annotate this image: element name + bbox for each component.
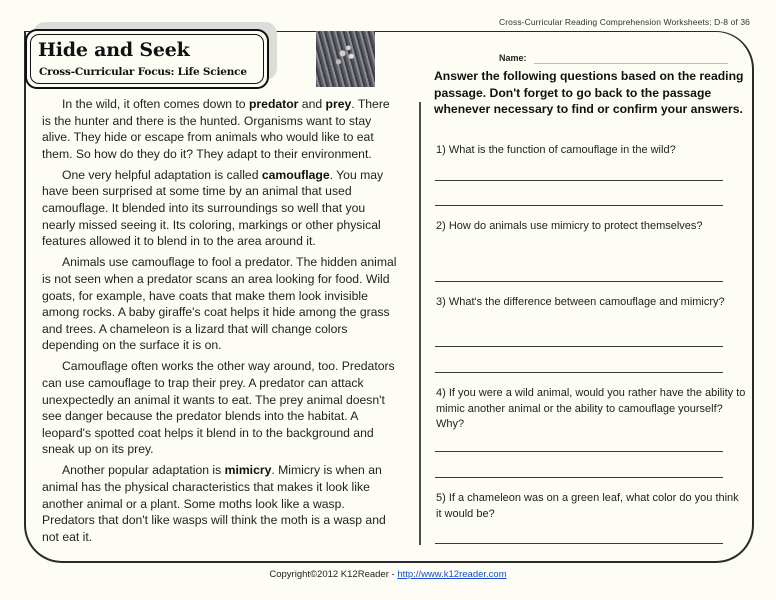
leopard-photo [316,31,375,87]
reading-passage [42,96,398,550]
passage-paragraph [42,96,398,162]
worksheet-series-reference: Cross-Curricular Reading Comprehension Worksheets: D-8 of 36 [498,17,750,27]
name-label: Name: [499,53,527,63]
answer-line-4-2[interactable] [435,477,723,478]
vocabulary-term: predator [248,97,299,111]
title-box [25,29,269,89]
passage-paragraph [42,167,398,250]
copyright-text: Copyright©2012 K12Reader - [269,569,398,580]
passage-paragraph [42,358,398,458]
vocabulary-term: mimicry [224,463,272,478]
footer [0,569,776,580]
page-title: Hide and Seek [38,39,190,61]
question-5: 5) If a chameleon was on a green leaf, what color do you think it would be? [436,492,739,520]
instructions: Answer the following questions based on the reading passage. Don't forget to go back to the passage whenever necessary to find or confirm your answers. [434,69,744,117]
passage-text: . You may have been surprised at some time by an animal that used camouflage. It blended into its surroundings so well that you nearly missed seeing it. Its coloring, markings or other physical features allowed it to blend in to the area around it. [42,167,384,249]
answer-line-2-1[interactable] [435,281,723,282]
passage-text: Camouflage often works the other way around, too. Predators can use camouflage to trap their prey. A predator can attack unexpectedly an animal it wants to eat. The prey animal doesn't see danger because the predator blends into the habitat. A leopard's spotted coat helps it blend in to the background and sneak up on its prey. [42,359,395,457]
column-divider [419,102,421,545]
answer-line-4-1[interactable] [435,451,723,452]
question-3: 3) What's the difference between camouflage and mimicry? [436,296,725,308]
passage-text: . There is the hunter and there is the hunted. Organisms want to stay alive. They hide or escape from animals who would like to eat them. So how do they do it? They adapt to their environment. [42,97,390,161]
passage-text: . Mimicry is when an animal has the physical characteristics that makes it look like another animal or a plant. Some moths look like a wasp. Predators that don't like wasps will think the moth is a wasp and not eat it. [42,463,386,544]
answer-line-3-2[interactable] [435,372,723,373]
answer-line-5-1[interactable] [435,543,723,544]
passage-paragraph [42,462,398,545]
passage-text: One very helpful adaptation is called [62,167,262,182]
vocabulary-term: prey [325,97,352,111]
page-subtitle: Cross-Curricular Focus: Life Science [39,66,247,78]
question-4: 4) If you were a wild animal, would you rather have the ability to mimic another animal or the ability to camouflage yourself? Why? [436,387,746,430]
passage-text: and [298,97,326,111]
question-2: 2) How do animals use mimicry to protect themselves? [436,220,703,232]
passage-text: Another popular adaptation is [62,463,225,478]
passage-paragraph [42,254,398,354]
answer-line-1-1[interactable] [435,180,723,181]
passage-text: In the wild, it often comes down to [62,97,249,111]
passage-text: Animals use camouflage to fool a predator. The hidden animal is not seen when a predator scans an area looking for food. Wild goats, for example, have coats that make them look invisible among rocks. A baby giraffe's coat helps it hide among the grass and trees. A chameleon is a lizard that will change colors depending on the surface it is on. [42,255,397,353]
answer-line-1-2[interactable] [435,205,723,206]
name-field[interactable] [534,63,728,64]
answer-line-3-1[interactable] [435,346,723,347]
vocabulary-term: camouflage [261,167,330,182]
question-1: 1) What is the function of camouflage in the wild? [436,144,676,156]
k12reader-link[interactable]: http://www.k12reader.com [397,569,507,580]
